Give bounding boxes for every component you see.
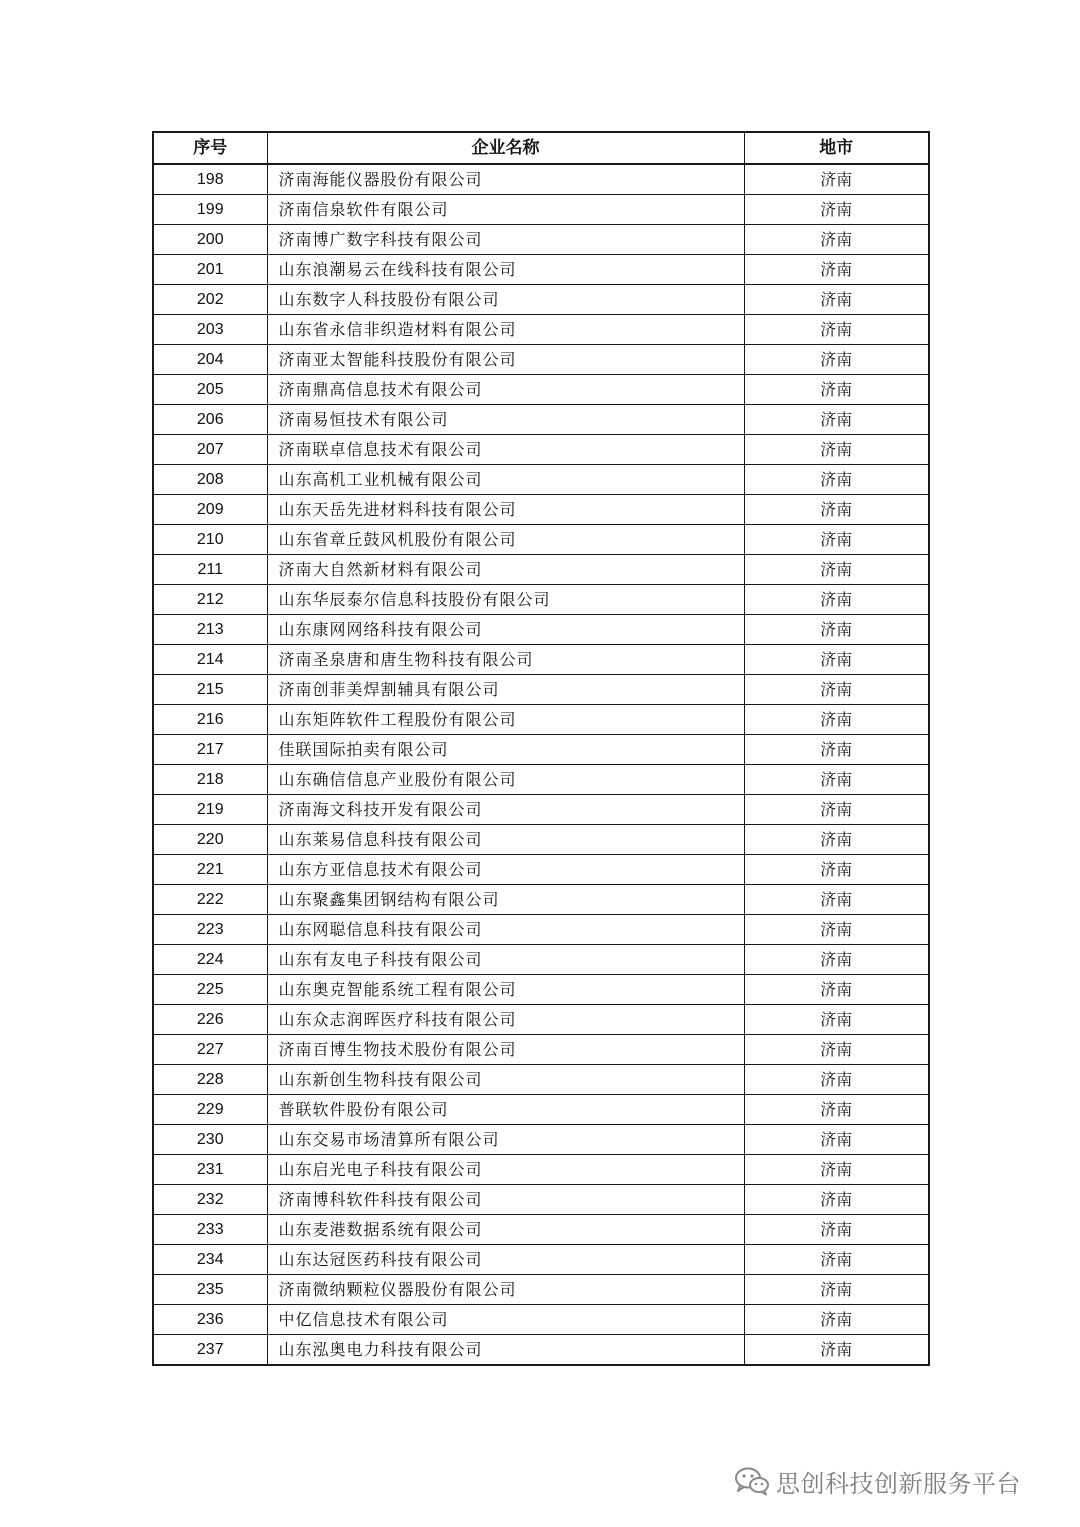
cell-number: 229 — [153, 1095, 267, 1125]
cell-city: 济南 — [744, 795, 929, 825]
cell-company-name: 山东省章丘鼓风机股份有限公司 — [267, 525, 744, 555]
table-row — [153, 1275, 929, 1305]
cell-city: 济南 — [744, 1155, 929, 1185]
cell-number: 218 — [153, 765, 267, 795]
cell-number: 224 — [153, 945, 267, 975]
cell-company-name: 山东交易市场清算所有限公司 — [267, 1125, 744, 1155]
cell-number: 226 — [153, 1005, 267, 1035]
cell-company-name: 济南微纳颗粒仪器股份有限公司 — [267, 1275, 744, 1305]
table-row — [153, 255, 929, 285]
cell-company-name: 山东麦港数据系统有限公司 — [267, 1215, 744, 1245]
cell-company-name: 济南海文科技开发有限公司 — [267, 795, 744, 825]
table-row — [153, 495, 929, 525]
cell-company-name: 山东确信信息产业股份有限公司 — [267, 765, 744, 795]
table-row — [153, 315, 929, 345]
cell-number: 212 — [153, 585, 267, 615]
cell-city: 济南 — [744, 765, 929, 795]
table-row — [153, 525, 929, 555]
cell-number: 202 — [153, 285, 267, 315]
cell-number: 201 — [153, 255, 267, 285]
cell-city: 济南 — [744, 1275, 929, 1305]
cell-company-name: 济南鼎高信息技术有限公司 — [267, 375, 744, 405]
watermark — [734, 1464, 1021, 1498]
cell-company-name: 山东有友电子科技有限公司 — [267, 945, 744, 975]
cell-company-name: 济南亚太智能科技股份有限公司 — [267, 345, 744, 375]
cell-company-name: 山东方亚信息技术有限公司 — [267, 855, 744, 885]
cell-company-name: 山东数字人科技股份有限公司 — [267, 285, 744, 315]
cell-company-name: 山东莱易信息科技有限公司 — [267, 825, 744, 855]
table-row — [153, 705, 929, 735]
cell-company-name: 济南联卓信息技术有限公司 — [267, 435, 744, 465]
table-row — [153, 465, 929, 495]
table-row — [153, 195, 929, 225]
cell-city: 济南 — [744, 375, 929, 405]
cell-city: 济南 — [744, 1065, 929, 1095]
cell-company-name: 济南圣泉唐和唐生物科技有限公司 — [267, 645, 744, 675]
cell-number: 237 — [153, 1335, 267, 1366]
cell-number: 209 — [153, 495, 267, 525]
cell-city: 济南 — [744, 495, 929, 525]
cell-city: 济南 — [744, 285, 929, 315]
table-row — [153, 795, 929, 825]
table-row — [153, 1005, 929, 1035]
table-row — [153, 285, 929, 315]
cell-company-name: 济南海能仪器股份有限公司 — [267, 164, 744, 195]
cell-company-name: 山东康网网络科技有限公司 — [267, 615, 744, 645]
watermark-text: 思创科技创新服务平台 — [776, 1469, 1021, 1498]
table-row — [153, 1215, 929, 1245]
cell-city: 济南 — [744, 945, 929, 975]
table-row — [153, 225, 929, 255]
cell-number: 204 — [153, 345, 267, 375]
cell-number: 236 — [153, 1305, 267, 1335]
table-body — [153, 164, 929, 1365]
cell-number: 207 — [153, 435, 267, 465]
header-company-name: 企业名称 — [267, 132, 744, 164]
cell-company-name: 佳联国际拍卖有限公司 — [267, 735, 744, 765]
cell-company-name: 济南博科软件科技有限公司 — [267, 1185, 744, 1215]
cell-number: 221 — [153, 855, 267, 885]
table-row — [153, 735, 929, 765]
cell-number: 230 — [153, 1125, 267, 1155]
table-row — [153, 675, 929, 705]
cell-company-name: 济南百博生物技术股份有限公司 — [267, 1035, 744, 1065]
cell-city: 济南 — [744, 645, 929, 675]
cell-company-name: 济南信泉软件有限公司 — [267, 195, 744, 225]
table-row — [153, 555, 929, 585]
cell-company-name: 普联软件股份有限公司 — [267, 1095, 744, 1125]
table-row — [153, 435, 929, 465]
table-row — [153, 405, 929, 435]
cell-number: 211 — [153, 555, 267, 585]
cell-company-name: 济南易恒技术有限公司 — [267, 405, 744, 435]
cell-city: 济南 — [744, 1185, 929, 1215]
cell-number: 199 — [153, 195, 267, 225]
cell-city: 济南 — [744, 585, 929, 615]
cell-company-name: 山东省永信非织造材料有限公司 — [267, 315, 744, 345]
cell-city: 济南 — [744, 915, 929, 945]
company-table — [152, 131, 930, 1366]
table-row — [153, 615, 929, 645]
table-row — [153, 1155, 929, 1185]
cell-number: 219 — [153, 795, 267, 825]
cell-city: 济南 — [744, 345, 929, 375]
cell-city: 济南 — [744, 525, 929, 555]
cell-company-name: 山东华辰泰尔信息科技股份有限公司 — [267, 585, 744, 615]
table-row — [153, 825, 929, 855]
table-row — [153, 1335, 929, 1366]
cell-number: 213 — [153, 615, 267, 645]
cell-city: 济南 — [744, 825, 929, 855]
table-row — [153, 1035, 929, 1065]
table-row — [153, 1305, 929, 1335]
cell-number: 232 — [153, 1185, 267, 1215]
cell-company-name: 山东奥克智能系统工程有限公司 — [267, 975, 744, 1005]
cell-company-name: 山东网聪信息科技有限公司 — [267, 915, 744, 945]
cell-number: 206 — [153, 405, 267, 435]
cell-city: 济南 — [744, 555, 929, 585]
cell-number: 208 — [153, 465, 267, 495]
cell-company-name: 山东新创生物科技有限公司 — [267, 1065, 744, 1095]
cell-company-name: 山东浪潮易云在线科技有限公司 — [267, 255, 744, 285]
cell-company-name: 山东天岳先进材料科技有限公司 — [267, 495, 744, 525]
header-number: 序号 — [153, 132, 267, 164]
cell-number: 235 — [153, 1275, 267, 1305]
cell-number: 228 — [153, 1065, 267, 1095]
cell-city: 济南 — [744, 315, 929, 345]
header-row — [153, 132, 929, 164]
header-city: 地市 — [744, 132, 929, 164]
cell-company-name: 济南博广数字科技有限公司 — [267, 225, 744, 255]
cell-number: 215 — [153, 675, 267, 705]
cell-company-name: 山东矩阵软件工程股份有限公司 — [267, 705, 744, 735]
cell-number: 227 — [153, 1035, 267, 1065]
cell-city: 济南 — [744, 1005, 929, 1035]
table-row — [153, 645, 929, 675]
table-header — [153, 132, 929, 164]
cell-city: 济南 — [744, 855, 929, 885]
cell-number: 231 — [153, 1155, 267, 1185]
cell-city: 济南 — [744, 1095, 929, 1125]
cell-company-name: 山东启光电子科技有限公司 — [267, 1155, 744, 1185]
cell-number: 220 — [153, 825, 267, 855]
cell-number: 223 — [153, 915, 267, 945]
cell-company-name: 济南创菲美焊割辅具有限公司 — [267, 675, 744, 705]
table-row — [153, 1065, 929, 1095]
table-row — [153, 1125, 929, 1155]
cell-company-name: 山东达冠医药科技有限公司 — [267, 1245, 744, 1275]
cell-city: 济南 — [744, 164, 929, 195]
table-row — [153, 855, 929, 885]
table-row — [153, 345, 929, 375]
cell-company-name: 山东聚鑫集团钢结构有限公司 — [267, 885, 744, 915]
table-row — [153, 975, 929, 1005]
cell-city: 济南 — [744, 405, 929, 435]
cell-company-name: 中亿信息技术有限公司 — [267, 1305, 744, 1335]
table-row — [153, 1185, 929, 1215]
cell-city: 济南 — [744, 465, 929, 495]
cell-number: 200 — [153, 225, 267, 255]
cell-city: 济南 — [744, 735, 929, 765]
cell-city: 济南 — [744, 1245, 929, 1275]
cell-number: 198 — [153, 164, 267, 195]
cell-city: 济南 — [744, 885, 929, 915]
cell-company-name: 济南大自然新材料有限公司 — [267, 555, 744, 585]
table-row — [153, 885, 929, 915]
cell-number: 225 — [153, 975, 267, 1005]
table-row — [153, 765, 929, 795]
cell-number: 203 — [153, 315, 267, 345]
cell-number: 233 — [153, 1215, 267, 1245]
cell-city: 济南 — [744, 705, 929, 735]
cell-city: 济南 — [744, 1215, 929, 1245]
table-row — [153, 945, 929, 975]
cell-city: 济南 — [744, 255, 929, 285]
cell-company-name: 山东众志润晖医疗科技有限公司 — [267, 1005, 744, 1035]
cell-number: 217 — [153, 735, 267, 765]
table-row — [153, 375, 929, 405]
cell-city: 济南 — [744, 615, 929, 645]
cell-city: 济南 — [744, 195, 929, 225]
cell-number: 205 — [153, 375, 267, 405]
cell-company-name: 山东高机工业机械有限公司 — [267, 465, 744, 495]
cell-city: 济南 — [744, 675, 929, 705]
table-row — [153, 585, 929, 615]
table-row — [153, 1245, 929, 1275]
table-row — [153, 915, 929, 945]
cell-number: 222 — [153, 885, 267, 915]
cell-city: 济南 — [744, 1125, 929, 1155]
cell-number: 216 — [153, 705, 267, 735]
cell-city: 济南 — [744, 1035, 929, 1065]
wechat-icon — [734, 1466, 770, 1496]
cell-company-name: 山东泓奥电力科技有限公司 — [267, 1335, 744, 1366]
cell-city: 济南 — [744, 1305, 929, 1335]
cell-city: 济南 — [744, 225, 929, 255]
cell-city: 济南 — [744, 975, 929, 1005]
cell-number: 210 — [153, 525, 267, 555]
cell-city: 济南 — [744, 435, 929, 465]
table-row — [153, 164, 929, 195]
table-row — [153, 1095, 929, 1125]
cell-number: 234 — [153, 1245, 267, 1275]
cell-city: 济南 — [744, 1335, 929, 1366]
cell-number: 214 — [153, 645, 267, 675]
